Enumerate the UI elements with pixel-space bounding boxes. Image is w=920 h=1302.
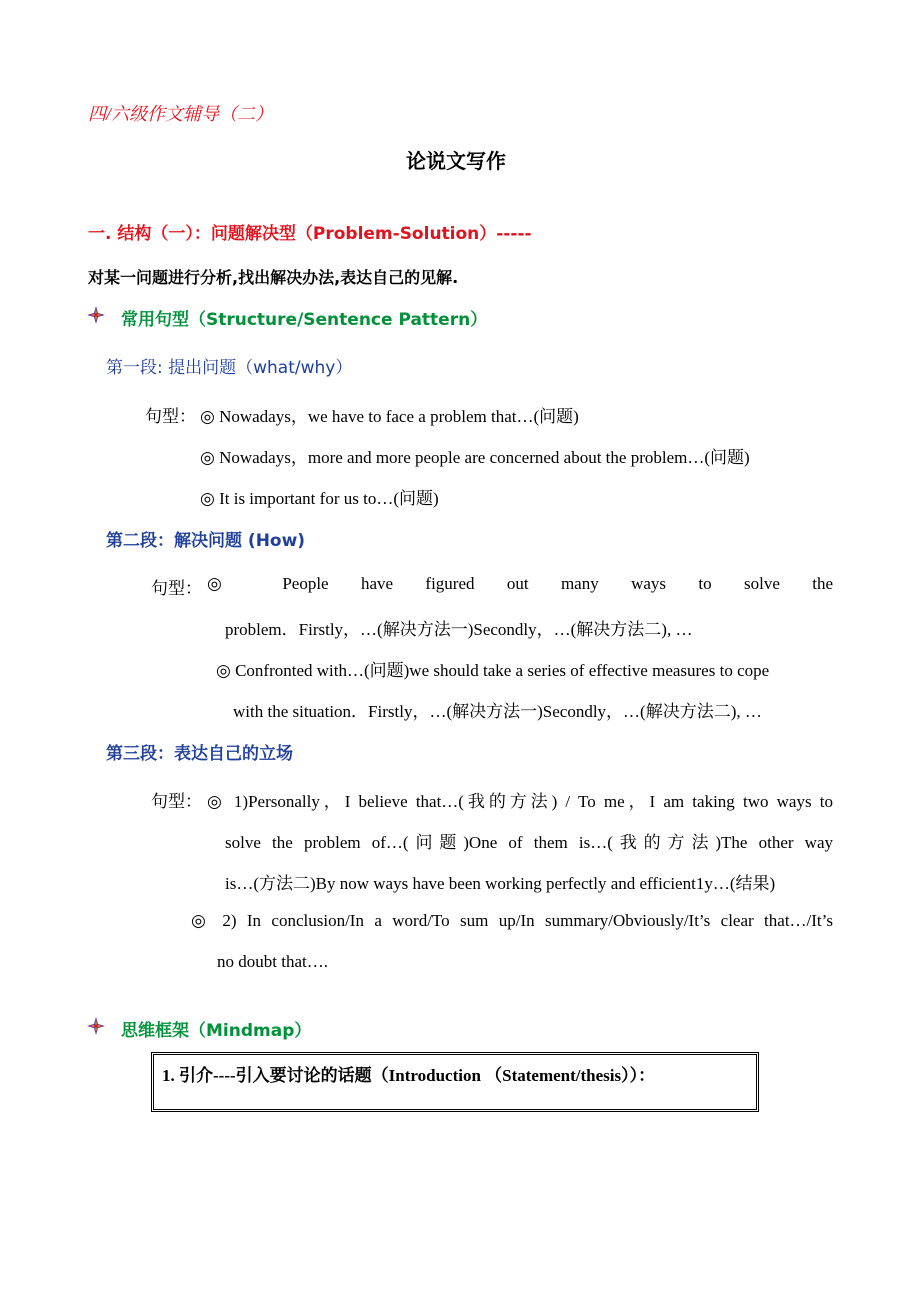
para2-label: 第二段：解决问题 (How) — [106, 531, 306, 551]
para1-line-3: ◎ It is important for us to…(问题) — [200, 489, 439, 508]
para3-line-1b: solve the problem of…(问题)One of them is…(我的方法)The other way — [225, 833, 833, 852]
para2-line-1b: problem．Firstly，…(解决方法一)Secondly，…(解决方法二), … — [225, 620, 693, 639]
section-heading: 一. 结构（一）：问题解决型（Problem-Solution）----- — [88, 224, 532, 244]
para1-line-2: ◎ Nowadays，more and more people are concerned about the problem…(问题) — [200, 448, 750, 467]
sparkle-bullet-icon — [86, 1016, 106, 1036]
para3-prefix: 句型： — [151, 792, 202, 811]
para1-label: 第一段: 提出问题（what/why） — [106, 358, 353, 378]
para1-line-1: ◎ Nowadays，we have to face a problem that…(问题) — [200, 407, 579, 426]
para3-line-2a: ◎ 2) In conclusion/In a word/To sum up/In summary/Obviously/It’s clear that…/It’s — [191, 911, 833, 930]
para3-label: 第三段：表达自己的立场 — [106, 744, 293, 764]
para2-line-2a: ◎ Confronted with…(问题)we should take a series of effective measures to cope — [216, 661, 770, 680]
mindmap-box-text: 1. 引介----引入要讨论的话题（Introduction （Statement/thesis））： — [162, 1066, 656, 1085]
section-intro: 对某一问题进行分析,找出解决办法,表达自己的见解. — [88, 268, 459, 287]
mindmap-heading: 思维框架（Mindmap） — [121, 1021, 312, 1041]
para1-prefix: 句型： — [145, 407, 196, 426]
page-title: 论说文写作 — [406, 149, 506, 173]
mindmap-box-introduction — [151, 1052, 759, 1112]
para3-line-2b: no doubt that…. — [217, 952, 328, 971]
sparkle-bullet-icon — [86, 305, 106, 325]
para2-line-1a: ◎ People have figured out many ways to solve the — [207, 574, 833, 593]
para3-line-1c: is…(方法二)By now ways have been working perfectly and efficient1y…(结果) — [225, 874, 776, 893]
patterns-heading: 常用句型（Structure/Sentence Pattern） — [121, 310, 488, 330]
para2-prefix: 句型： — [151, 579, 202, 598]
para2-line-2b: with the situation．Firstly，…(解决方法一)Secondly，…(解决方法二), … — [233, 702, 762, 721]
series-title: 四/六级作文辅导（二） — [88, 104, 273, 124]
para3-line-1a: ◎ 1)Personally，I believe that…(我的方法) / To me，I am taking two ways to — [207, 792, 833, 811]
